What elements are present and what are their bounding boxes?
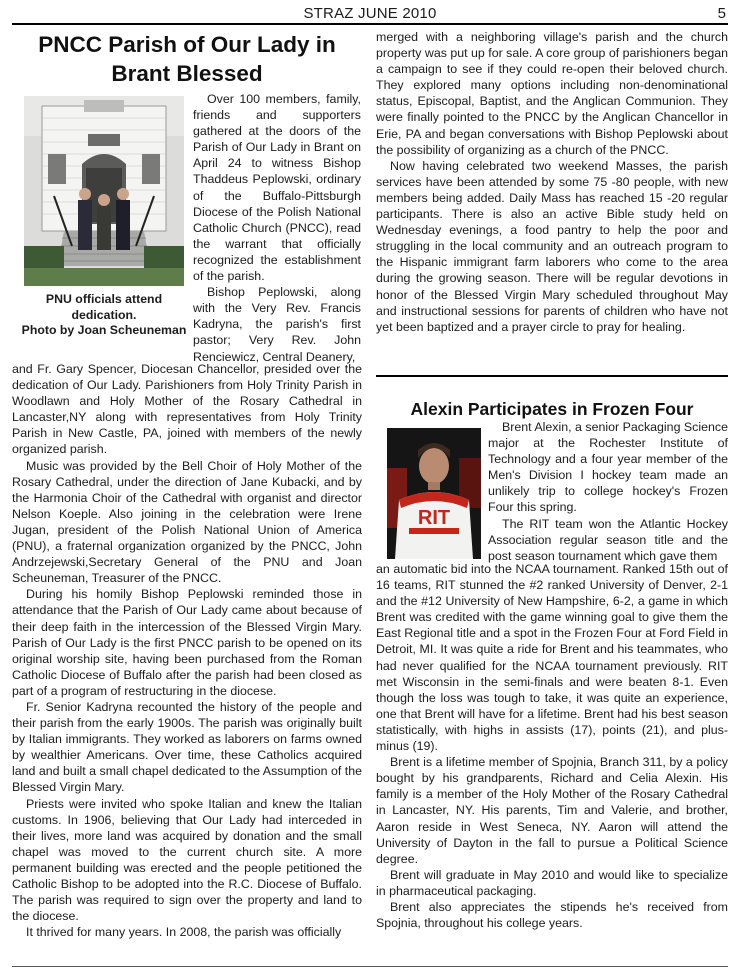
article-divider — [376, 375, 728, 377]
article1-paragraph: Fr. Senior Kadryna recounted the history of the people and their parish from the early 1900s. The parish was originally built by Italian immigrants. They worked as laborers on farms owned by wealthier Americans. Over time, these Catholics acquired land and built a small chapel dedicated to the Assumption of the Blessed Virgin Mary. — [12, 699, 362, 795]
church-photo-illustration — [24, 96, 184, 286]
article1-intro-p2: Bishop Peplowski, along with the Very Rev. Francis Kadryna, the parish's first pastor; Very Rev. John Renciewicz, Central Deanery, — [193, 285, 361, 364]
caption-text: PNU officials attend dedication. — [45, 292, 163, 322]
photo-caption — [18, 292, 190, 339]
page-header — [12, 4, 728, 24]
jersey-text: RIT — [417, 507, 451, 529]
photo-credit: Photo by Joan Scheuneman — [21, 323, 187, 337]
article2-intro-p2: The RIT team won the Atlantic Hockey Association regular season title and the post season tournament which gave them — [488, 516, 728, 563]
article2-intro-p1: Brent Alexin, a senior Packaging Science major at the Rochester Institute of Technology and a four year member of the Men's Division I hockey team made an unlikely trip to college hockey's Frozen Four this spring. — [488, 420, 728, 515]
article1-paragraph: It thrived for many years. In 2008, the parish was officially — [26, 925, 342, 940]
article2-intro — [488, 419, 728, 564]
player-photo-illustration — [387, 428, 481, 559]
article1-paragraph: Priests were invited who spoke Italian and knew the Italian customs. In 1906, believing that Our Lady had interceded in their lives, more land was acquired by donation and the small chapel was moved to the current church site. A more permanent building was erected and the people petitioned the Catholic Bishop to be adopted into the R.C. Diocese of Buffalo. The parish was required to sign over the property and land to the diocese. — [12, 796, 362, 924]
newsletter-title: STRAZ JUNE 2010 — [303, 5, 437, 22]
article1-paragraph: During his homily Bishop Peplowski reminded those in attendance that the Parish of Our Lady came about because of their deep faith in the intercession of the Blessed Virgin Mary. Parish of Our Lady is the first PNCC parish to be opened on its original worship site, having been purchased from the Roman Catholic Diocese of Buffalo after the parish had been closed as part of a program of restructuring in the diocese. — [12, 587, 362, 698]
article2-paragraph: Brent also appreciates the stipends he's received from Spojnia, throughout his college years. — [376, 899, 728, 931]
footer-rule — [12, 966, 728, 967]
page-number: 5 — [717, 5, 726, 22]
article1-intro-p1: Over 100 members, family, friends and supporters gathered at the doors of the Parish of Our Lady in Brant on April 24 to witness Bishop Thaddeus Peplowski, ordinary of the Buffalo-Pittsburgh Diocese of the Polish National Catholic Church (PNCC), read the warrant that officially recognized the establishment of the parish. — [193, 92, 361, 284]
article1-intro — [193, 91, 361, 365]
article1-paragraph: Music was provided by the Bell Choir of Holy Mother of the Rosary Cathedral, under the direction of Jane Kubacki, and by the Harmonia Choir of the Cathedral with organist and director Nelson Koeple. Also joining in the celebration were Irene Jugan, president of the Polish National Union of America (PNU), a fraternal organization organized by the PNCC, John Andrzejewski,Secretary General of the PNU and Joan Scheuneman, Treasurer of the PNCC. — [12, 458, 362, 586]
header-rule — [12, 23, 728, 25]
article1-continuation: and Fr. Gary Spencer, Diocesan Chancellor, presided over the dedication of Our Lady. Parishioners from Holy Trinity Parish in Woodlawn and Holy Mother of the Rosary Cathedral in Lancaster,NY along with representatives from Holy Trinity Parish in New Castle, PA, joined with members of the newly organized parish. — [12, 362, 362, 457]
article2-headline: Alexin Participates in Frozen Four — [410, 399, 694, 419]
article2-body — [376, 561, 728, 931]
article1-right-column — [376, 29, 728, 335]
article2-continuation: an automatic bid into the NCAA tournament. Ranked 15th out of 16 teams, RIT stunned the #2 ranked University of Denver, 2-1 and the #12 University of New Hampshire, 6-2, a game in which Brent was credited with the game winning goal to give them the East Regional title and a spot in the Frozen Four at Ford Field in Detroit, MI. It was quite a ride for Brent and his teammates, who had never qualified for the NCAA tournament previously. RIT met Wisconsin in the semi-finals and were beaten 8-1. Even though the loss was tough to take, it was quite an experience, one that Brent will have for a lifetime. Brent had his best season statistically, with highs in assists (17), points (21), and plus-minus (19). — [376, 562, 728, 754]
article1-right-continuation: merged with a neighboring village's parish and the church property was put up for sale. A core group of parishioners began a campaign to see if they could re-open their beloved church. They explored many options including non-denominational status, Episcopal, Baptist, and the Anglican Communion. They were finally pointed to the PNCC by the Anglican Chancellor in Erie, PA and began conversations with Bishop Peplowski about the possibility of organizing as a church of the PNCC. — [376, 30, 728, 157]
article1-right-paragraph: Now having celebrated two weekend Masses, the parish services have been attended by some 75 -80 people, with new members being added. Daily Mass has reached 15 -20 regular participants. There is also an active Bible study held on Wednesday evenings, a food pantry to help the poor and struggling in the local community and an outreach program to the Hispanic immigrant farm laborers who come to the area during the growing season. There will be regular devotions in honor of the Blessed Virgin Mary scheduled throughout May and instructional sessions for parents of children who have not yet been baptized and a prayer circle to pray for healing. — [376, 158, 728, 334]
article1-headline: PNCC Parish of Our Lady in Brant Blessed — [38, 32, 336, 86]
article2-paragraph: Brent is a lifetime member of Spojnia, Branch 311, by a policy bought by his grandparents, Richard and Celia Alexin. His family is a member of the Holy Mother of the Rosary Cathedral in Lancaster, NY. His parents, Tim and Valerie, and brother, Aaron reside in West Seneca, NY. Aaron will attend the University of Dayton in the fall to pursue a Political Science degree. — [376, 755, 728, 866]
hockey-player-photo — [387, 428, 481, 559]
article2-paragraph: Brent will graduate in May 2010 and would like to specialize in pharmaceutical packaging. — [376, 867, 728, 898]
article1-body — [12, 361, 362, 940]
church-dedication-photo — [24, 96, 184, 286]
